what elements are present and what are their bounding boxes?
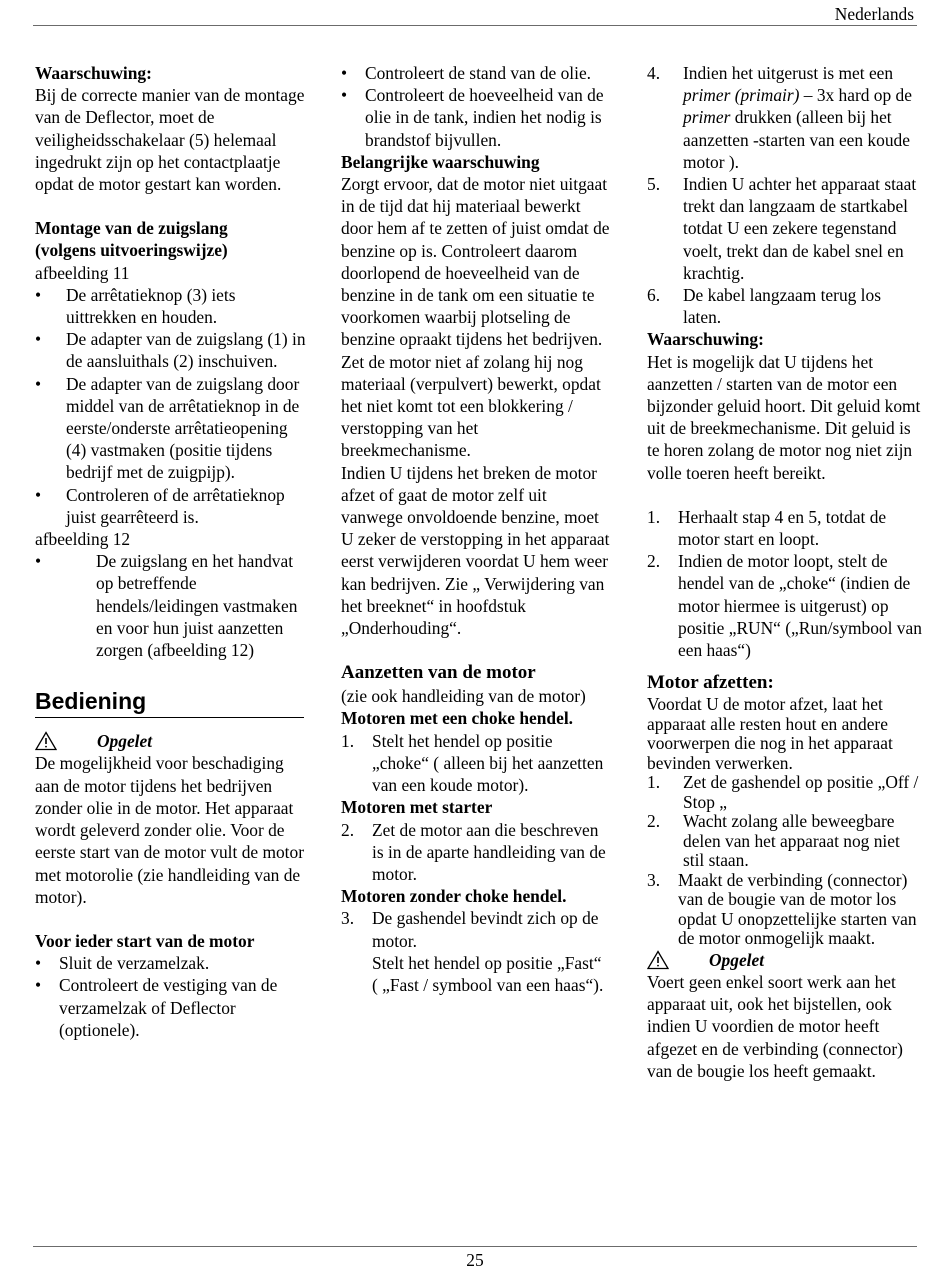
warning-triangle-icon bbox=[647, 950, 669, 970]
run-step-1 bbox=[647, 506, 922, 550]
step-number: 3. bbox=[341, 908, 355, 929]
important-warning-text: Zorgt ervoor, dat de motor niet uitgaat in de tijd dat hij materiaal bewerkt door hem af te zetten of juist omdat de benzine op is. Controleert daarom doorlopend de hoeveelheid van de benzine in de tank om een situatie te voorkomen waarbij plotseling de benzine opraakt tijdens het bedrijven. Zet de motor niet af zolang hij nog materiaal (verpulvert) bewerkt, opdat het niet komt tot een blokkering / verstopping van het breekmechanisme. bbox=[341, 174, 610, 461]
mount-list-item: • De adapter van de zuigslang door middel van de arrêtatieknop in de eerste/onderste arrêtatieopening (4) vastmaken (positie tijdens bedrijf met de zuigpijp). bbox=[35, 373, 307, 484]
important-warning-text-2: Indien U tijdens het breken de motor afzet of gaat de motor zelf uit vanwege onvoldoende benzine, moet U zeker de verstopping in het apparaat eerst verwijderen voordat U hem weer kan bedrijven. Zie „ Verwijdering van het breeknet“ in hoofdstuk „Onderhouding“. bbox=[341, 462, 610, 639]
step-number: 6. bbox=[647, 285, 661, 306]
start-step-6 bbox=[647, 284, 922, 328]
start-step-3 bbox=[341, 907, 611, 996]
important-warning-title: Belangrijke waarschuwing bbox=[341, 151, 540, 172]
step-text: Maakt de verbinding (connector) van de bougie van de motor los opdat U onopzettelijke starten van de motor onmogelijk maakt. bbox=[678, 869, 917, 949]
caution-text: De mogelijkheid voor beschadiging aan de motor tijdens het bedrijven zonder olie in de motor. Het apparaat wordt geleverd zonder olie. Voor de eerste start van de motor vult de motor met motorolie (zie handleiding van de motor). bbox=[35, 753, 304, 907]
caution-header bbox=[35, 730, 307, 752]
step-number: 4. bbox=[647, 63, 661, 83]
step-number: 2. bbox=[647, 811, 661, 832]
step-text: Stelt het hendel op positie „choke“ ( alleen bij het aanzetten van een koude motor). bbox=[372, 730, 604, 796]
step-number: 2. bbox=[341, 819, 355, 840]
before-start-title: Voor ieder start van de motor bbox=[35, 930, 255, 951]
mount-title-line1: Montage van de zuigslang bbox=[35, 218, 228, 239]
start-step-4 bbox=[647, 62, 922, 173]
figure-12-ref: afbeelding 12 bbox=[35, 529, 131, 550]
column-2 bbox=[341, 62, 611, 996]
stop-step-3 bbox=[647, 871, 922, 949]
caution-text: Voert geen enkel soort werk aan het apparaat uit, ook het bijstellen, ook indien U voordien de motor heeft afgezet en de verbinding (connector) van de bougie los heeft gemaakt. bbox=[647, 971, 903, 1081]
step-number: 5. bbox=[647, 174, 661, 195]
no-choke-motors-title: Motoren zonder choke hendel. bbox=[341, 886, 567, 907]
step-text: Zet de gashendel op positie „Off / Stop „ bbox=[683, 772, 919, 812]
step-number: 1. bbox=[341, 730, 355, 751]
page-number: 25 bbox=[466, 1250, 484, 1270]
step-number: 1. bbox=[647, 506, 661, 527]
warning-title: Waarschuwing: bbox=[35, 63, 152, 83]
step-text: Zet de motor aan die beschreven is in de aparte handleiding van de motor. bbox=[372, 819, 606, 884]
stop-step-1 bbox=[647, 773, 922, 812]
check-list-item: • Controleert de hoeveelheid van de olie in de tank, indien het nodig is brandstof bijvullen. bbox=[341, 84, 611, 151]
caution-label: Opgelet bbox=[709, 949, 765, 970]
run-step-2 bbox=[647, 550, 922, 661]
column-3 bbox=[647, 62, 922, 1082]
step-text: Indien U achter het apparaat staat trekt dan langzaam de startkabel totdat U een zekere tegenstand voelt, trekt dan de kabel snel en krachtig. bbox=[683, 174, 917, 283]
step-text: – 3x hard op de bbox=[799, 85, 912, 106]
stop-motor-text: Voordat U de motor afzet, laat het apparaat alle resten hout en andere voorwerpen die nog in het apparaat bevinden verwerken. bbox=[647, 694, 893, 773]
footer-rule bbox=[33, 1246, 917, 1247]
start-motor-title: Aanzetten van de motor bbox=[341, 662, 536, 684]
start-step-1 bbox=[341, 730, 611, 797]
step-number: 3. bbox=[647, 869, 661, 890]
figure-11-ref: afbeelding 11 bbox=[35, 262, 130, 283]
step-text: De gashendel bevindt zich op de motor. bbox=[372, 908, 599, 951]
step-text: Indien het uitgerust is met een bbox=[683, 63, 894, 83]
start-step-2 bbox=[341, 819, 611, 886]
step-text-continued: Stelt het hendel op positie „Fast“ ( „Fast / symbool van een haas“). bbox=[372, 952, 604, 995]
start-motor-subtitle: (zie ook handleiding van de motor) bbox=[341, 686, 586, 707]
step-text: Wacht zolang alle beweegbare delen van het apparaat nog niet stil staan. bbox=[683, 811, 900, 871]
before-start-item: • Sluit de verzamelzak. bbox=[35, 952, 307, 974]
step-text: De kabel langzaam terug los laten. bbox=[683, 285, 881, 328]
section-title-bediening: Bediening bbox=[35, 687, 304, 718]
caution-label: Opgelet bbox=[97, 731, 153, 752]
choke-motors-title: Motoren met een choke hendel. bbox=[341, 708, 573, 729]
before-start-item: • Controleert de vestiging van de verzamelzak of Deflector (optionele). bbox=[35, 974, 307, 1041]
step-text: Herhaalt stap 4 en 5, totdat de motor start en loopt. bbox=[678, 506, 887, 550]
header-rule bbox=[33, 25, 917, 26]
mount-list-item: • Controleren of de arrêtatieknop juist gearrêteerd is. bbox=[35, 484, 307, 528]
step-text: Indien de motor loopt, stelt de hendel van de „choke“ (indien de motor hiermee is uitgerust) op positie „RUN“ („Run/symbool van een haas“) bbox=[678, 551, 922, 661]
caution-header bbox=[647, 949, 922, 971]
warning-triangle-icon bbox=[35, 731, 57, 751]
starter-motors-title: Motoren met starter bbox=[341, 797, 493, 818]
figure-12-list-item: • De zuigslang en het handvat op betreffende hendels/leidingen vastmaken en voor hun juist aanzetten zorgen (afbeelding 12) bbox=[35, 550, 307, 661]
stop-step-2 bbox=[647, 812, 922, 871]
step-number: 1. bbox=[647, 772, 661, 793]
mount-list-item: • De adapter van de zuigslang (1) in de aansluithals (2) inschuiven. bbox=[35, 328, 307, 372]
primer-term: primer bbox=[683, 107, 731, 128]
stop-motor-title: Motor afzetten: bbox=[647, 672, 774, 694]
primer-term: primer (primair) bbox=[683, 85, 800, 106]
step-number: 2. bbox=[647, 551, 661, 572]
header-language: Nederlands bbox=[834, 4, 914, 24]
mount-title-line2: (volgens uitvoeringswijze) bbox=[35, 240, 228, 261]
warning-text: Het is mogelijk dat U tijdens het aanzetten / starten van de motor een bijzonder geluid hoort. Dit geluid komt uit de breekmechanisme. Dit geluid is te horen zolang de motor nog niet zijn volle toeren heeft bereikt. bbox=[647, 351, 921, 483]
warning-title: Waarschuwing: bbox=[647, 329, 764, 350]
mount-list-item: • De arrêtatieknop (3) iets uittrekken en houden. bbox=[35, 284, 307, 328]
step-text: drukken (alleen bij het aanzetten -starten van een koude motor ). bbox=[683, 107, 910, 172]
column-1 bbox=[35, 62, 307, 1041]
check-list-item: • Controleert de stand van de olie. bbox=[341, 62, 611, 84]
warning-text: Bij de correcte manier van de montage van de Deflector, moet de veiligheidsschakelaar (5) helemaal ingedrukt zijn op het contactplaatje opdat de motor gestart kan worden. bbox=[35, 85, 305, 195]
start-step-5 bbox=[647, 173, 922, 284]
